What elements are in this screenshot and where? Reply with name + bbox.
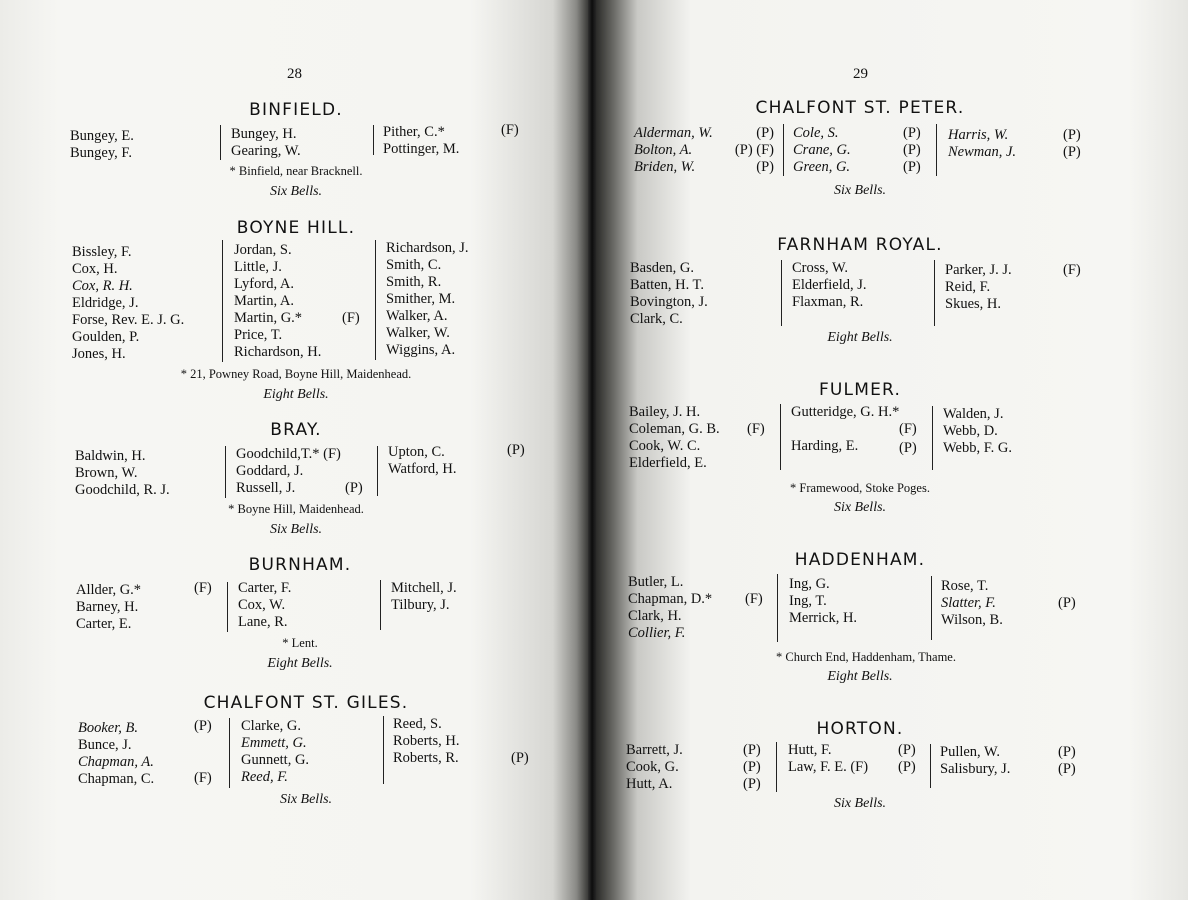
- mark: (P): [1058, 761, 1076, 777]
- footnote: * Framewood, Stoke Poges.: [790, 481, 930, 495]
- fulmer-col2: [791, 404, 917, 455]
- list-item: Wilson, B.: [941, 612, 1003, 628]
- bray-col1: [75, 448, 170, 499]
- burnham-col1: [76, 582, 141, 633]
- list-item: Martin, A.: [234, 293, 295, 309]
- chalfont-st-giles-col3: [393, 716, 459, 767]
- list-item: Martin, G.*: [234, 310, 303, 326]
- burnham-col2: [238, 580, 291, 631]
- mark: (P): [1058, 595, 1076, 611]
- chalfont-st-peter-col1-marks: [734, 125, 774, 176]
- column-divider: [936, 124, 937, 176]
- list-item: Skues, H.: [945, 296, 1001, 312]
- horton-col2: [788, 742, 868, 776]
- list-item: Merrick, H.: [789, 610, 858, 626]
- list-item: Booker, B.: [78, 720, 138, 736]
- column-divider: [781, 260, 782, 326]
- section-heading-horton: HORTON.: [816, 719, 904, 739]
- boyne-hill-col2: [234, 242, 321, 361]
- list-item: Ing, T.: [789, 593, 827, 609]
- column-divider: [373, 125, 374, 155]
- list-item: Webb, D.: [943, 423, 998, 439]
- list-item: Newman, J.: [948, 144, 1017, 160]
- horton-col1-marks: [743, 742, 761, 793]
- mark: (F): [747, 421, 765, 437]
- mark: (P): [756, 125, 774, 141]
- list-item: Reed, S.: [393, 716, 442, 732]
- chalfont-st-peter-col3-marks: [1063, 127, 1081, 161]
- column-divider: [777, 574, 778, 642]
- list-item: Brown, W.: [75, 465, 138, 481]
- list-item: Bovington, J.: [630, 294, 708, 310]
- list-item: Lane, R.: [238, 614, 288, 630]
- mark: (P): [743, 759, 761, 775]
- section-heading-fulmer: FULMER.: [818, 380, 902, 400]
- boyne-hill-col3: [386, 240, 469, 359]
- list-item: Goulden, P.: [72, 329, 140, 345]
- burnham-col3: [391, 580, 457, 614]
- list-item: Goodchild, R. J.: [75, 482, 170, 498]
- list-item: Little, J.: [234, 259, 282, 275]
- list-item: Clark, H.: [628, 608, 682, 624]
- column-divider: [225, 446, 226, 498]
- mark: (P): [194, 718, 212, 734]
- bells-note: Six Bells.: [269, 522, 323, 537]
- list-item: Bungey, E.: [70, 128, 134, 144]
- mark: (P): [756, 159, 774, 175]
- column-divider: [776, 742, 777, 792]
- footnote: * Boyne Hill, Maidenhead.: [228, 502, 364, 516]
- list-item: Upton, C.: [388, 444, 445, 460]
- binfield-col1: [70, 128, 134, 162]
- section-heading-boyne-hill: BOYNE HILL.: [236, 218, 356, 238]
- list-item: Bungey, H.: [231, 126, 297, 142]
- list-item: Tilbury, J.: [391, 597, 450, 613]
- page-number: 29: [853, 66, 868, 82]
- list-item: Chapman, A.: [78, 754, 154, 770]
- list-item: Jones, H.: [72, 346, 126, 362]
- list-item: Harding, E.: [791, 438, 859, 454]
- section-heading-bray: BRAY.: [270, 420, 322, 440]
- mark: (P): [898, 759, 916, 775]
- column-divider: [222, 240, 223, 362]
- haddenham-col2: [789, 576, 857, 627]
- list-item: Forse, Rev. E. J. G.: [72, 312, 185, 328]
- list-item: Price, T.: [234, 327, 283, 343]
- mark: (F): [501, 122, 519, 138]
- section-heading-farnham-royal: FARNHAM ROYAL.: [777, 235, 943, 255]
- list-item: Allder, G.*: [76, 582, 142, 598]
- list-item: Parker, J. J.: [945, 262, 1012, 278]
- mark: (P): [345, 480, 363, 496]
- list-item: Webb, F. G.: [943, 440, 1012, 456]
- column-divider: [780, 404, 781, 470]
- footnote: * 21, Powney Road, Boyne Hill, Maidenhead.: [180, 367, 412, 381]
- bells-note: Eight Bells.: [263, 387, 329, 402]
- list-item: Eldridge, J.: [72, 295, 139, 311]
- list-item: Pither, C.*: [383, 124, 445, 140]
- column-divider: [932, 406, 933, 470]
- list-item: Carter, F.: [238, 580, 292, 596]
- column-divider: [380, 580, 381, 630]
- mark: (P): [903, 142, 921, 158]
- mark: (F): [342, 310, 360, 326]
- list-item: Flaxman, R.: [792, 294, 864, 310]
- list-item: Hutt, A.: [626, 776, 673, 792]
- column-divider: [783, 124, 784, 176]
- chalfont-st-giles-col2: [241, 718, 309, 786]
- horton-col1: [626, 742, 683, 793]
- mark: (P) (F): [734, 142, 774, 158]
- right-page: [596, 0, 1188, 900]
- list-item: Hutt, F.: [788, 742, 832, 758]
- column-divider: [375, 240, 376, 360]
- list-item: Walker, A.: [386, 308, 448, 324]
- list-item: Basden, G.: [630, 260, 695, 276]
- fulmer-col3: [943, 406, 1012, 457]
- binfield-col2: [231, 126, 301, 160]
- chalfont-st-peter-col2-marks: [903, 125, 921, 176]
- list-item: Pottinger, M.: [383, 141, 460, 157]
- section-heading-chalfont-st-giles: CHALFONT ST. GILES.: [203, 693, 409, 713]
- farnham-royal-col3: [945, 262, 1012, 313]
- column-divider: [930, 744, 931, 788]
- list-item: Goodchild,T.* (F): [236, 446, 341, 462]
- mark: (P): [903, 159, 921, 175]
- mark: (P): [511, 750, 529, 766]
- mark: (P): [903, 125, 921, 141]
- list-item: Carter, E.: [76, 616, 132, 632]
- list-item: Elderfield, J.: [792, 277, 867, 293]
- list-item: Chapman, D.*: [628, 591, 713, 607]
- fulmer-col1: [629, 404, 720, 472]
- list-item: Smith, C.: [386, 257, 442, 273]
- list-item: Richardson, H.: [234, 344, 322, 360]
- horton-col3: [940, 744, 1010, 778]
- mark: (F): [1063, 262, 1081, 278]
- list-item: Alderman, W.: [634, 125, 713, 141]
- list-item: Baldwin, H.: [75, 448, 146, 464]
- list-item: Smith, R.: [386, 274, 442, 290]
- mark: (P): [743, 776, 761, 792]
- mark: (F): [899, 421, 917, 437]
- list-item: Harris, W.: [948, 127, 1009, 143]
- list-item: Roberts, H.: [393, 733, 460, 749]
- mark: (P): [1058, 744, 1076, 760]
- bells-note: Eight Bells.: [827, 669, 893, 684]
- chalfont-st-peter-col2: [793, 125, 851, 176]
- list-item: Cross, W.: [792, 260, 849, 276]
- list-item: Gunnett, G.: [241, 752, 310, 768]
- bray-col3: [388, 444, 457, 478]
- list-item: Bailey, J. H.: [629, 404, 701, 420]
- boyne-hill-col1: [72, 244, 184, 363]
- list-item: Lyford, A.: [234, 276, 295, 292]
- list-item: Clarke, G.: [241, 718, 301, 734]
- bells-note: Six Bells.: [269, 184, 323, 199]
- bells-note: Eight Bells.: [267, 656, 333, 671]
- bells-note: Six Bells.: [833, 796, 887, 811]
- list-item: Batten, H. T.: [630, 277, 704, 293]
- list-item: Briden, W.: [634, 159, 696, 175]
- list-item: Roberts, R.: [393, 750, 459, 766]
- mark: (F): [194, 770, 212, 786]
- list-item: Cox, W.: [238, 597, 286, 613]
- list-item: Emmett, G.: [241, 735, 307, 751]
- bells-note: Eight Bells.: [827, 330, 893, 345]
- list-item: Barney, H.: [76, 599, 139, 615]
- list-item: Salisbury, J.: [940, 761, 1011, 777]
- section-heading-chalfont-st-peter: CHALFONT ST. PETER.: [755, 98, 965, 118]
- list-item: Bissley, F.: [72, 244, 132, 260]
- mark: (P): [899, 440, 917, 456]
- list-item: Green, G.: [793, 159, 851, 175]
- list-item: Bolton, A.: [634, 142, 693, 158]
- horton-col2-marks: [898, 742, 916, 776]
- list-item: Goddard, J.: [236, 463, 304, 479]
- list-item: Smither, M.: [386, 291, 456, 307]
- farnham-royal-col1: [630, 260, 708, 328]
- list-item: Watford, H.: [388, 461, 457, 477]
- list-item: Cook, G.: [626, 759, 679, 775]
- chalfont-st-peter-col3: [948, 127, 1016, 161]
- section-heading-haddenham: HADDENHAM.: [794, 550, 926, 570]
- bells-note: Six Bells.: [833, 183, 887, 198]
- list-item: Walden, J.: [943, 406, 1004, 422]
- binfield-col3: [383, 124, 459, 158]
- list-item: Slatter, F.: [941, 595, 996, 611]
- list-item: Richardson, J.: [386, 240, 469, 256]
- bray-col2: [236, 446, 341, 497]
- column-divider: [931, 576, 932, 640]
- list-item: Butler, L.: [628, 574, 684, 590]
- mark: (P): [898, 742, 916, 758]
- list-item: Coleman, G. B.: [629, 421, 720, 437]
- column-divider: [383, 716, 384, 784]
- mark: (F): [194, 580, 212, 596]
- list-item: Law, F. E. (F): [788, 759, 869, 775]
- left-page: [0, 0, 588, 900]
- section-heading-burnham: BURNHAM.: [248, 555, 352, 575]
- list-item: Russell, J.: [236, 480, 296, 496]
- bells-note: Six Bells.: [279, 792, 333, 807]
- chalfont-st-giles-col1: [78, 720, 154, 788]
- list-item: Gearing, W.: [231, 143, 301, 159]
- haddenham-col3: [941, 578, 1003, 629]
- list-item: Barrett, J.: [626, 742, 683, 758]
- column-divider: [229, 718, 230, 788]
- mark: (F): [745, 591, 763, 607]
- farnham-royal-col2: [792, 260, 867, 311]
- list-item: Bunce, J.: [78, 737, 132, 753]
- list-item: Cole, S.: [793, 125, 839, 141]
- bells-note: Six Bells.: [833, 500, 887, 515]
- footnote: * Binfield, near Bracknell.: [229, 164, 363, 178]
- list-item: Reed, F.: [241, 769, 288, 785]
- list-item: Jordan, S.: [234, 242, 292, 258]
- mark: (P): [743, 742, 761, 758]
- list-item: Reid, F.: [945, 279, 991, 295]
- section-heading-binfield: BINFIELD.: [249, 100, 343, 120]
- list-item: Rose, T.: [941, 578, 989, 594]
- column-divider: [377, 446, 378, 496]
- list-item: Bungey, F.: [70, 145, 132, 161]
- haddenham-col1: [628, 574, 712, 642]
- list-item: Elderfield, E.: [629, 455, 707, 471]
- chalfont-st-peter-col1: [634, 125, 713, 176]
- column-divider: [227, 582, 228, 632]
- list-item: Wiggins, A.: [386, 342, 456, 358]
- mark: (P): [1063, 127, 1081, 143]
- list-item: Cook, W. C.: [629, 438, 701, 454]
- list-item: Mitchell, J.: [391, 580, 457, 596]
- list-item: Walker, W.: [386, 325, 450, 341]
- list-item: Pullen, W.: [940, 744, 1001, 760]
- list-item: Ing, G.: [789, 576, 830, 592]
- horton-col3-marks: [1058, 744, 1076, 778]
- list-item: Cox, R. H.: [72, 278, 133, 294]
- column-divider: [934, 260, 935, 326]
- footnote: * Church End, Haddenham, Thame.: [776, 650, 956, 664]
- list-item: Crane, G.: [793, 142, 851, 158]
- list-item: Clark, C.: [630, 311, 683, 327]
- mark: (P): [1063, 144, 1081, 160]
- list-item: Chapman, C.: [78, 771, 155, 787]
- footnote: * Lent.: [282, 636, 318, 650]
- column-divider: [220, 125, 221, 160]
- list-item: Gutteridge, G. H.*: [791, 404, 900, 420]
- page-number: 28: [287, 66, 302, 82]
- list-item: Collier, F.: [628, 625, 686, 641]
- mark: (P): [507, 442, 525, 458]
- list-item: Cox, H.: [72, 261, 118, 277]
